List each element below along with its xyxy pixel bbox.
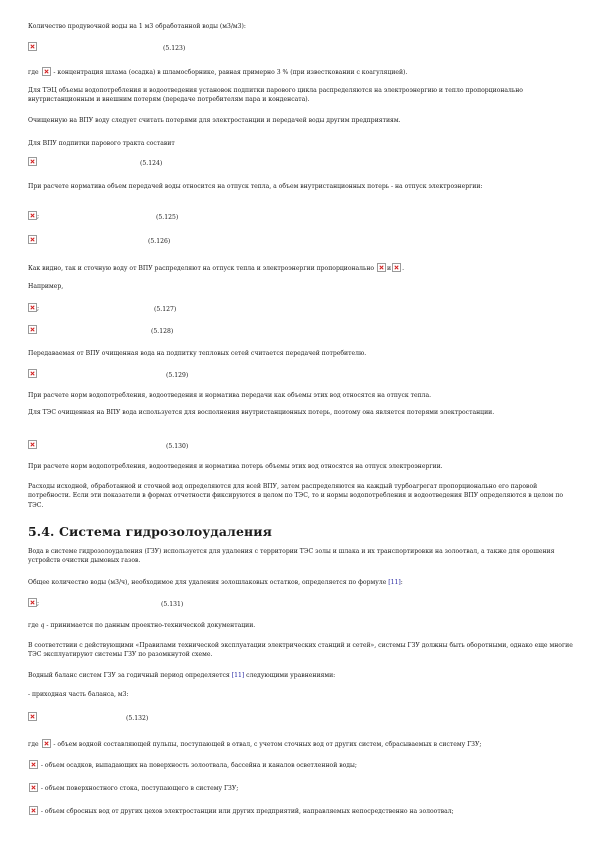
broken-image-icon bbox=[28, 598, 37, 607]
paragraph: Очищенную на ВПУ воду следует считать потерями для электростанции и передачей воды другим предприятиям. bbox=[28, 117, 401, 124]
broken-image-icon bbox=[28, 42, 37, 51]
broken-image-icon bbox=[29, 806, 38, 815]
paragraph: При расчете норматива объем передачей воды относится на отпуск тепла, а объем внутристанционных потерь - на отпуск электроэнергии: bbox=[28, 183, 483, 190]
paragraph: Передаваемая от ВПУ очищенная вода на подпитку тепловых сетей считается передачей потребителю. bbox=[28, 350, 367, 357]
section-heading: 5.4. Система гидрозолоудаления bbox=[28, 524, 272, 539]
broken-image-icon bbox=[28, 325, 37, 334]
broken-image-icon bbox=[29, 783, 38, 792]
formula-number: (5.132) bbox=[126, 715, 149, 722]
paragraph: Водный баланс систем ГЗУ за годичный период определяется [11] следующими уравнениями: bbox=[28, 672, 336, 679]
broken-image-icon bbox=[377, 263, 386, 272]
reference-link[interactable]: [11] bbox=[388, 579, 401, 586]
formula-number: (5.124) bbox=[140, 160, 163, 167]
paragraph: - объем сбросных вод от других цехов электростанции или других предприятий, направляемых непосредственно на золоотвал; bbox=[28, 806, 573, 816]
formula-number: (5.126) bbox=[148, 238, 171, 245]
paragraph: Для ТЭЦ объемы водопотребления и водоотведения установок подпитки парового цикла распределяются на электроэнергию и тепло пропорционально внутристанционным и внешним потерям (передаче потребителям пара и конденсата). bbox=[28, 87, 523, 104]
paragraph: где q - принимается по данным проектно-технической документации. bbox=[28, 622, 256, 629]
formula-number: (5.127) bbox=[154, 306, 177, 313]
broken-image-icon bbox=[28, 211, 37, 220]
broken-image-icon bbox=[28, 712, 37, 721]
formula-number: (5.123) bbox=[163, 45, 186, 52]
paragraph: - объем поверхностного стока, поступающего в систему ГЗУ; bbox=[28, 783, 573, 793]
paragraph: Для ВПУ подпитки парового тракта составит bbox=[28, 140, 175, 147]
broken-image-icon bbox=[28, 303, 37, 312]
formula-number: (5.131) bbox=[161, 601, 184, 608]
formula-number: (5.128) bbox=[151, 328, 174, 335]
broken-image-icon bbox=[28, 440, 37, 449]
paragraph: Вода в системе гидрозолоудаления (ГЗУ) используется для удаления с территории ТЭС золы и шлака и их транспортировки на золоотвал, а также для орошения устройств очистки дымовых газов. bbox=[28, 548, 555, 565]
broken-image-icon bbox=[392, 263, 401, 272]
broken-image-icon bbox=[28, 369, 37, 378]
paragraph: Общее количество воды (м3/ч), необходимое для удаления золошлаковых остатков, определяется по формуле [11]: bbox=[28, 579, 403, 586]
paragraph: где - концентрация шлама (осадка) в шламосборнике, равная примерно 3 % (при известковании с коагуляцией). bbox=[28, 69, 408, 76]
paragraph: - объем осадков, выпадающих на поверхность золоотвала, бассейна и каналов осветленной воды; bbox=[28, 760, 573, 770]
broken-image-icon bbox=[42, 739, 51, 748]
broken-image-icon bbox=[28, 235, 37, 244]
paragraph: Например, bbox=[28, 283, 64, 290]
paragraph: Расходы исходной, обработанной и сточной вод определяются для всей ВПУ, затем распределяются на каждый турбоагрегат пропорционально его паровой потребности. Если эти показатели в формах отчетности фиксируются в целом по ТЭС, то и нормы водопотребления и водоотведения ВПУ определяются в целом по ТЭС. bbox=[28, 483, 564, 509]
formula-number: (5.125) bbox=[156, 214, 179, 221]
paragraph: При расчете норм водопотребления, водоотведения и норматива передачи как объемы этих вод относятся на отпуск тепла. bbox=[28, 392, 432, 399]
paragraph: При расчете норм водопотребления, водоотведения и норматива потерь объемы этих вод относятся на отпуск электроэнергии. bbox=[28, 463, 443, 470]
broken-image-icon bbox=[42, 67, 51, 76]
broken-image-icon bbox=[29, 760, 38, 769]
paragraph: Как видно, так и сточную воду от ВПУ распределяют на отпуск тепла и электроэнергии пропорционально и . bbox=[28, 265, 405, 272]
formula-number: (5.129) bbox=[166, 372, 189, 379]
paragraph: где - объем водной составляющей пульпы, поступающей в отвал, с учетом сточных вод от других систем, сбрасываемых в систему ГЗУ; bbox=[28, 741, 482, 748]
paragraph: Количество продувочной воды на 1 м3 обработанной воды (м3/м3): bbox=[28, 23, 246, 30]
paragraph: Для ТЭС очищенная на ВПУ вода используется для восполнения внутристанционных потерь, поэтому она является потерями электростанции. bbox=[28, 409, 495, 416]
reference-link[interactable]: [11] bbox=[231, 672, 245, 679]
formula-number: (5.130) bbox=[166, 443, 189, 450]
paragraph: В соответствии с действующими «Правилами технической эксплуатации электрических станций и сетей», системы ГЗУ должны быть оборотными, однако еще многие ТЭС эксплуатируют системы ГЗУ по разомкнутой схеме. bbox=[28, 642, 573, 659]
paragraph: - приходная часть баланса, м3: bbox=[28, 691, 129, 698]
broken-image-icon bbox=[28, 157, 37, 166]
document-page: Количество продувочной воды на 1 м3 обработанной воды (м3/м3): (5.123) где - концентрация шлама (осадка) в шламосборнике, равная примерно 3 % (при известковании с коагуляцией). Для ТЭЦ объемы водопотребления и водоотведения установок подпитки парового цикла распределяются на электроэнергию и тепло пропорционально внутристанционным и внешним потерям (передаче потребителям пара и конденсата). Очищенную на ВПУ воду следует считать потерями для электростанции и передачей воды другим предприятиям. Для ВПУ подпитки парового тракта составит (5.124) При расчете норматива объем передачей воды относится на отпуск тепла, а объем внутристанционных потерь - на отпуск электроэнергии: ; (5.125) (5.126) Как видно, так и сточную воду от ВПУ распределяют на отпуск тепла и электроэнергии пропорционально и . Например, ; (5.127) (5.128) Передаваемая от ВПУ очищенная вода на подпитку тепловых сетей считается передачей потребителю. (5.129) При расчете норм водопотребления, водоотведения и норматива передачи как объемы этих вод относятся на отпуск тепла. Для ТЭС очищенная на ВПУ вода используется для восполнения внутристанционных потерь, поэтому она является потерями электростанции. (5.130) При расчете норм водопотребления, водоотведения и норматива потерь объемы этих вод относятся на отпуск электроэнергии. Расходы исходной, обработанной и сточной вод определяются для всей ВПУ, затем распределяются на каждый турбоагрегат пропорционально его паровой потребности. Если эти показатели в формах отчетности фиксируются в целом по ТЭС, то и нормы водопотребления и водоотведения ВПУ определяются в целом по ТЭС. 5.4. Система гидрозолоудаления Вода в системе гидрозолоудаления (ГЗУ) используется для удаления с территории ТЭС золы и шлака и их транспортировки на золоотвал, а также для орошения устройств очистки дымовых газов. Общее количество воды (м3/ч), необходимое для удаления золошлаковых остатков, определяется по формуле [11]: ; (5.131) где q - принимается по данным проектно-технической документации. В соответствии с действующими «Правилами технической эксплуатации электрических станций и сетей», системы ГЗУ должны быть оборотными, однако еще многие ТЭС эксплуатируют системы ГЗУ по разомкнутой схеме. Водный баланс систем ГЗУ за годичный период определяется [11] следующими уравнениями: - приходная часть баланса, м3: (5.132) где - объем водной составляющей пульпы, поступающей в отвал, с учетом сточных вод от других систем, сбрасываемых в систему ГЗУ; - объем осадков, выпадающих на поверхность золоотвала, бассейна и каналов осветленной воды; - объем поверхностного стока, поступающего в систему ГЗУ; - объем сбросных вод от других цехов электростанции или других предприятий, направляемых непосредственно на золоотвал; bbox=[28, 23, 573, 815]
